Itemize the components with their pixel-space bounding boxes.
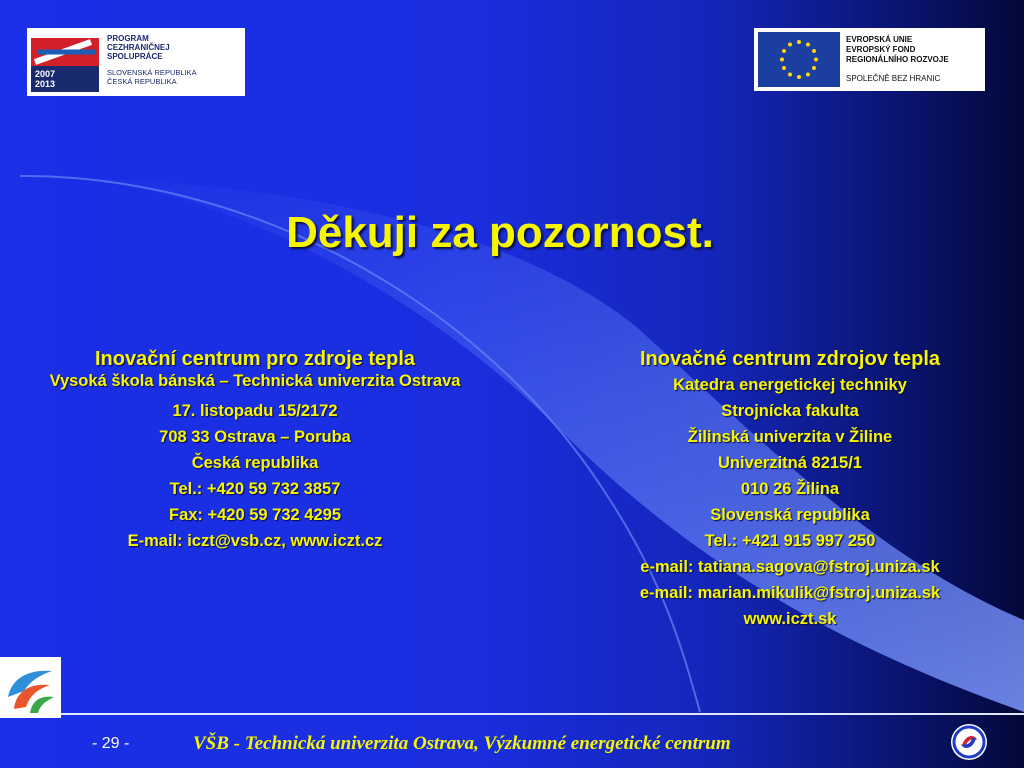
left-contact-block <box>20 346 490 554</box>
eu-line-2: EVROPSKÝ FOND <box>846 45 916 54</box>
eu-line-1: EVROPSKÁ UNIE <box>846 35 913 44</box>
left-city: 708 33 Ostrava – Poruba <box>159 428 351 446</box>
eu-line-3: REGIONÁLNÍHO ROZVOJE <box>846 55 949 64</box>
program-logo <box>27 28 245 96</box>
right-web[interactable]: www.iczt.sk <box>743 610 837 628</box>
flame-leaf-icon <box>0 657 61 718</box>
left-fax: Fax: +420 59 732 4295 <box>168 506 342 524</box>
right-heading: Inovačné centrum zdrojov tepla <box>639 348 941 370</box>
logo-sub-2: ČESKÁ REPUBLIKA <box>107 77 177 86</box>
right-faculty: Strojnícka fakulta <box>721 402 859 420</box>
eu-tagline: SPOLEČNĚ BEZ HRANIC <box>846 74 941 83</box>
right-university: Žilinská univerzita v Žiline <box>687 428 893 446</box>
slide-title: Děkuji za pozornost. <box>286 208 714 257</box>
logo-line-2: CEZHRANIČNEJ <box>107 43 170 52</box>
eu-logo <box>754 28 985 91</box>
logo-line-1: PROGRAM <box>107 34 149 43</box>
left-street: 17. listopadu 15/2172 <box>172 402 338 420</box>
logo-year-end: 2013 <box>35 79 56 89</box>
vsb-logo-icon <box>951 724 987 760</box>
right-tel: Tel.: +421 915 997 250 <box>704 532 876 550</box>
left-email[interactable]: E-mail: iczt@vsb.cz, www.iczt.cz <box>127 532 383 550</box>
eu-flag-icon <box>758 32 840 87</box>
iczt-logo <box>0 657 61 718</box>
right-email-2[interactable]: e-mail: marian.mikulik@fstroj.uniza.sk <box>639 584 941 602</box>
right-department: Katedra energetickej techniky <box>673 376 907 394</box>
right-email-1[interactable]: e-mail: tatiana.sagova@fstroj.uniza.sk <box>640 558 940 576</box>
logo-line-3: SPOLUPRÁCE <box>107 52 163 61</box>
footer-text: VŠB - Technická univerzita Ostrava, Výzkumné energetické centrum <box>193 733 731 754</box>
logo-sub-1: SLOVENSKÁ REPUBLIKA <box>107 68 197 77</box>
logo-year-start: 2007 <box>35 69 56 79</box>
right-city: 010 26 Žilina <box>740 480 840 498</box>
left-heading: Inovační centrum pro zdroje tepla <box>94 348 416 370</box>
left-country: Česká republika <box>191 454 319 472</box>
footer-divider <box>61 713 1024 715</box>
right-contact-block <box>560 346 1020 632</box>
right-street: Univerzitná 8215/1 <box>718 454 862 472</box>
right-country: Slovenská republika <box>710 506 870 524</box>
left-tel: Tel.: +420 59 732 3857 <box>169 480 341 498</box>
left-university: Vysoká škola bánská – Technická univerzita Ostrava <box>49 372 461 390</box>
page-number: - 29 - <box>92 735 130 752</box>
